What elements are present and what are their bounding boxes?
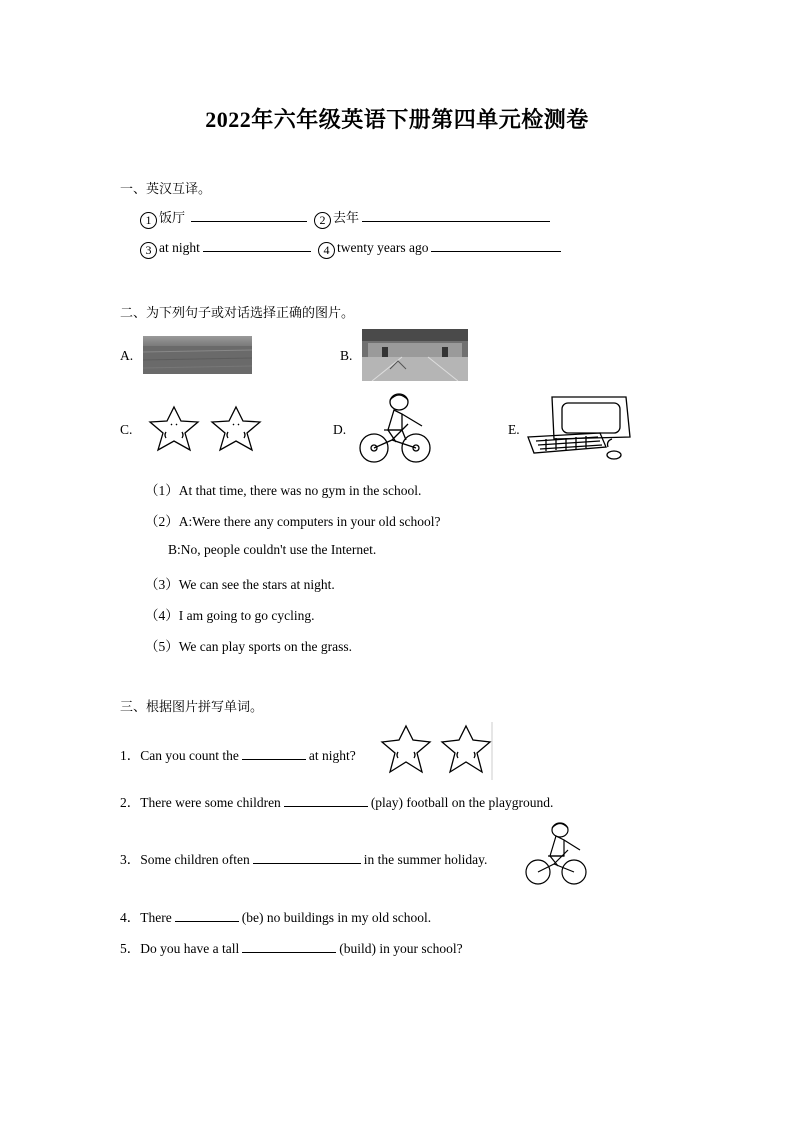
question-text: Do you have a tall (140, 941, 240, 956)
question-text: (build) in your school? (339, 941, 463, 956)
s1-item-text: 饭厅 (159, 211, 186, 226)
question-number: 1． (120, 748, 141, 763)
question-text: Some children often (140, 852, 250, 867)
answer-blank[interactable] (431, 239, 561, 252)
question-number: 3． (120, 852, 141, 867)
sentence-2b: B:No, people couldn't use the Internet. (168, 542, 377, 557)
sentence-5: （5）We can play sports on the grass. (145, 639, 352, 654)
s1-item-4 (318, 239, 564, 259)
grass-field-photo (143, 336, 252, 374)
s1-item-2 (314, 207, 553, 229)
s1-item-text: twenty years ago (337, 240, 429, 255)
number-badge: 2 (314, 212, 331, 229)
question-2 (120, 791, 553, 811)
option-label-e: E. (508, 422, 520, 437)
question-text: in the summer holiday. (363, 852, 488, 867)
number-badge: 3 (140, 242, 157, 259)
sentence-1: （1）At that time, there was no gym in the school. (145, 483, 422, 498)
s1-item-3 (140, 239, 314, 259)
question-number: 5． (120, 941, 141, 956)
question-number: 2． (120, 795, 141, 810)
answer-blank[interactable] (284, 794, 368, 807)
question-text: There (140, 910, 172, 925)
page-title: 2022年六年级英语下册第四单元检测卷 (205, 107, 589, 132)
gym-photo (362, 329, 468, 381)
s1-item-text: at night (159, 240, 200, 255)
s1-item-1 (140, 207, 310, 229)
answer-blank[interactable] (242, 747, 306, 760)
sentence-4: （4）I am going to go cycling. (145, 608, 315, 623)
boy-cycling-picture (356, 390, 434, 468)
stars-picture-small (378, 722, 494, 780)
question-text: (be) no buildings in my old school. (241, 910, 432, 925)
question-text: at night? (308, 748, 356, 763)
question-1 (120, 744, 356, 764)
answer-blank[interactable] (362, 209, 550, 222)
section3-heading: 三、根据图片拼写单词。 (120, 700, 264, 715)
sentence-2a: （2）A:Were there any computers in your old school? (145, 514, 441, 529)
option-label-b: B. (340, 348, 353, 363)
sentence-3: （3）We can see the stars at night. (145, 577, 335, 592)
section2-heading: 二、为下列句子或对话选择正确的图片。 (120, 306, 355, 321)
s1-item-text: 去年 (333, 211, 360, 226)
option-label-d: D. (333, 422, 347, 437)
computer-picture (526, 393, 632, 463)
option-label-c: C. (120, 422, 133, 437)
question-text: Can you count the (140, 748, 239, 763)
question-5 (120, 937, 463, 957)
section1-heading: 一、英汉互译。 (120, 182, 212, 197)
question-number: 4． (120, 910, 141, 925)
question-4 (120, 906, 431, 926)
answer-blank[interactable] (203, 239, 311, 252)
number-badge: 4 (318, 242, 335, 259)
question-3 (120, 848, 487, 868)
answer-blank[interactable] (253, 851, 361, 864)
question-text: There were some children (140, 795, 281, 810)
answer-blank[interactable] (175, 909, 239, 922)
stars-picture (144, 405, 264, 453)
number-badge: 1 (140, 212, 157, 229)
answer-blank[interactable] (191, 209, 307, 222)
question-text: (play) football on the playground. (370, 795, 554, 810)
option-label-a: A. (120, 348, 134, 363)
boy-cycling-picture-small (522, 818, 590, 890)
answer-blank[interactable] (242, 940, 336, 953)
